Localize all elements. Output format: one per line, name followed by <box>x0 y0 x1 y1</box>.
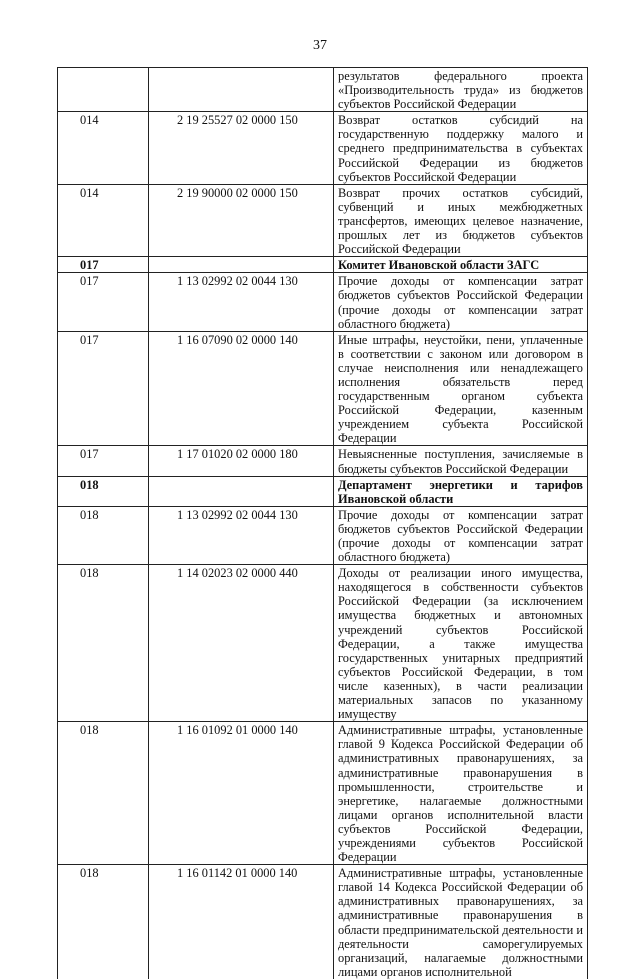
admin-code-cell: 014 <box>58 184 149 256</box>
admin-code-cell: 018 <box>58 476 149 506</box>
kbk-code-cell: 2 19 90000 02 0000 150 <box>149 184 334 256</box>
kbk-code-cell: 1 13 02992 02 0044 130 <box>149 273 334 331</box>
kbk-code-cell: 1 14 02023 02 0000 440 <box>149 565 334 722</box>
admin-code-cell: 018 <box>58 722 149 865</box>
description-cell: результатов федерального проекта «Производительность труда» из бюджетов субъектов Российской Федерации <box>334 68 588 112</box>
kbk-code-cell: 1 16 01142 01 0000 140 <box>149 865 334 979</box>
section-title-cell: Департамент энергетики и тарифов Ивановской области <box>334 476 588 506</box>
table-row <box>58 112 588 184</box>
kbk-code-cell <box>149 257 334 273</box>
table-row <box>58 331 588 446</box>
kbk-code-cell <box>149 68 334 112</box>
description-cell: Административные штрафы, установленные главой 9 Кодекса Российской Федерации об административных правонарушениях, за административные правонарушения в промышленности, строительстве и энергетике, налагаемые должностными лицами органов исполнительной власти субъектов Российской Федерации, учреждениями субъектов Российской Федерации <box>334 722 588 865</box>
section-header-row <box>58 257 588 273</box>
table-row <box>58 68 588 112</box>
table-row <box>58 506 588 564</box>
admin-code-cell: 018 <box>58 865 149 979</box>
description-cell: Иные штрафы, неустойки, пени, уплаченные в соответствии с законом или договором в случае неисполнения или ненадлежащего исполнения обязательств перед государственным органом субъекта Российской Федерации, казенным учреждением субъекта Российской Федерации <box>334 331 588 446</box>
description-cell: Прочие доходы от компенсации затрат бюджетов субъектов Российской Федерации (прочие доходы от компенсации затрат областного бюджета) <box>334 506 588 564</box>
description-cell: Прочие доходы от компенсации затрат бюджетов субъектов Российской Федерации (прочие доходы от компенсации затрат областного бюджета) <box>334 273 588 331</box>
table-row <box>58 184 588 256</box>
table-row <box>58 865 588 979</box>
admin-code-cell: 014 <box>58 112 149 184</box>
kbk-code-cell: 1 16 01092 01 0000 140 <box>149 722 334 865</box>
description-cell: Административные штрафы, установленные главой 14 Кодекса Российской Федерации об административных правонарушениях, за административные правонарушения в области предпринимательской деятельности и деятельности саморегулируемых организаций, налагаемые должностными лицами органов исполнительной <box>334 865 588 979</box>
admin-code-cell: 017 <box>58 446 149 476</box>
description-cell: Невыясненные поступления, зачисляемые в бюджеты субъектов Российской Федерации <box>334 446 588 476</box>
kbk-code-cell <box>149 476 334 506</box>
description-cell: Возврат прочих остатков субсидий, субвенций и иных межбюджетных трансфертов, имеющих целевое назначение, прошлых лет из бюджетов субъектов Российской Федерации <box>334 184 588 256</box>
description-cell: Доходы от реализации иного имущества, находящегося в собственности субъектов Российской Федерации (за исключением имущества бюджетных и автономных учреждений субъектов Российской Федерации, а также имущества государственных унитарных предприятий субъектов Российской Федерации, в том числе казенных), в части реализации материальных запасов по указанному имуществу <box>334 565 588 722</box>
admin-code-cell: 018 <box>58 565 149 722</box>
admin-code-cell <box>58 68 149 112</box>
table-row <box>58 565 588 722</box>
admin-code-cell: 017 <box>58 273 149 331</box>
table-body <box>58 68 588 979</box>
admin-code-cell: 017 <box>58 331 149 446</box>
admin-code-cell: 018 <box>58 506 149 564</box>
admin-code-cell: 017 <box>58 257 149 273</box>
section-header-row <box>58 476 588 506</box>
kbk-code-cell: 1 16 07090 02 0000 140 <box>149 331 334 446</box>
budget-revenue-table <box>57 67 588 979</box>
kbk-code-cell: 1 17 01020 02 0000 180 <box>149 446 334 476</box>
description-cell: Возврат остатков субсидий на государственную поддержку малого и среднего предпринимательства в субъектах Российской Федерации из бюджетов субъектов Российской Федерации <box>334 112 588 184</box>
page-number: 37 <box>313 38 327 53</box>
table-row <box>58 446 588 476</box>
table-row <box>58 273 588 331</box>
section-title-cell: Комитет Ивановской области ЗАГС <box>334 257 588 273</box>
table-row <box>58 722 588 865</box>
kbk-code-cell: 2 19 25527 02 0000 150 <box>149 112 334 184</box>
kbk-code-cell: 1 13 02992 02 0044 130 <box>149 506 334 564</box>
